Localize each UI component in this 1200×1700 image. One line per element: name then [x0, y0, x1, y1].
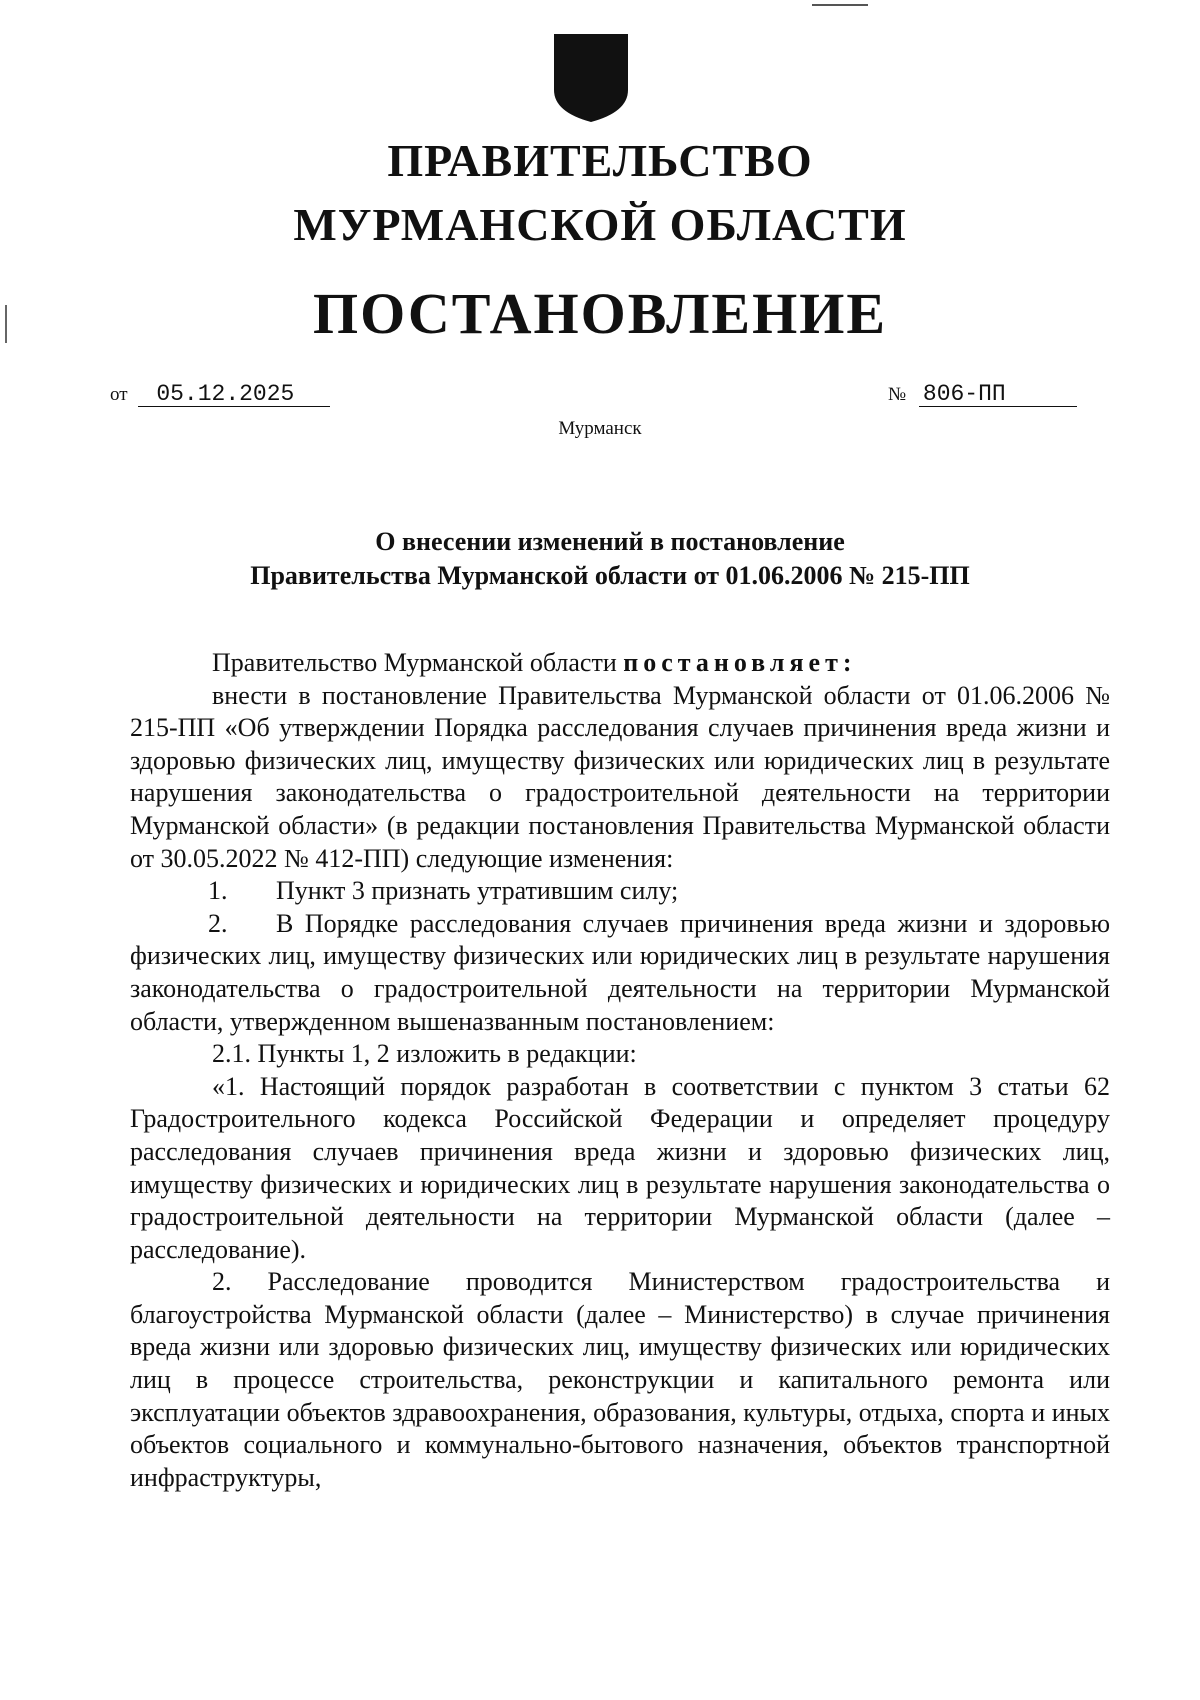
- intro-paragraph: внести в постановление Правительства Мурманской области от 01.06.2006 № 215-ПП «Об утверждении Порядка расследования случаев причинения вреда жизни и здоровью физических лиц, имуществу физических или юридических лиц в результате нарушения законодательства о градостроительной деятельности на территории Мурманской области» (в редакции постановления Правительства Мурманской области от 30.05.2022 № 412-ПП) следующие изменения:: [130, 680, 1110, 873]
- number-field: [888, 382, 1077, 407]
- preamble: [130, 647, 1110, 680]
- item-1-number: 1.: [208, 876, 228, 906]
- document-number: 806-ПП: [919, 382, 1077, 407]
- document-subject: [160, 525, 1060, 593]
- document-type: ПОСТАНОВЛЕНИЕ: [312, 281, 888, 346]
- preamble-verb: постановляет:: [623, 648, 857, 677]
- org-name-line1: ПРАВИТЕЛЬСТВО: [387, 135, 813, 186]
- item-2: [130, 908, 1110, 1038]
- date-field: [110, 382, 330, 407]
- item-2-number: 2.: [208, 908, 228, 938]
- number-prefix: №: [888, 384, 907, 405]
- quoted-point-2: 2. Расследование проводится Министерством градостроительства и благоустройства Мурманской области (далее – Министерство) в случае причинения вреда жизни или здоровью физических лиц, имуществу физических или юридических лиц в процессе строительства, реконструкции и капитального ремонта или эксплуатации объектов здравоохранения, образования, культуры, отдыха, спорта и иных объектов социального и коммунально-бытового назначения, объектов транспортной инфраструктуры,: [130, 1267, 1110, 1492]
- scan-artifact: [812, 4, 868, 6]
- quoted-point-1: «1. Настоящий порядок разработан в соответствии с пунктом 3 статьи 62 Градостроительного кодекса Российской Федерации и определяет процедуру расследования случаев причинения вреда жизни и здоровью физических лиц, имуществу физических и юридических лиц в результате нарушения законодательства о градостроительной деятельности на территории Мурманской области (далее – расследование).: [130, 1071, 1110, 1264]
- coat-of-arms-icon: [552, 32, 630, 124]
- subject-line2: Правительства Мурманской области от 01.06.2006 № 215-ПП: [250, 561, 970, 590]
- date-prefix: от: [110, 384, 128, 405]
- item-2-text: В Порядке расследования случаев причинения вреда жизни и здоровью физических лиц, имуществу физических или юридических лиц в результате нарушения законодательства о градостроительной деятельности на территории Мурманской области, утвержденном вышеназванным постановлением:: [130, 908, 1110, 1036]
- item-1: [130, 875, 1110, 908]
- org-name-line2: МУРМАНСКОЙ ОБЛАСТИ: [293, 199, 907, 250]
- item-1-text: Пункт 3 признать утратившим силу;: [276, 876, 679, 906]
- item-2-1: 2.1. Пункты 1, 2 изложить в редакции:: [212, 1039, 637, 1069]
- city: Мурманск: [558, 418, 642, 439]
- preamble-lead: Правительство Мурманской области: [212, 648, 624, 677]
- subject-line1: О внесении изменений в постановление: [375, 527, 845, 556]
- document-date: 05.12.2025: [138, 382, 330, 407]
- document-body: [130, 647, 1110, 1494]
